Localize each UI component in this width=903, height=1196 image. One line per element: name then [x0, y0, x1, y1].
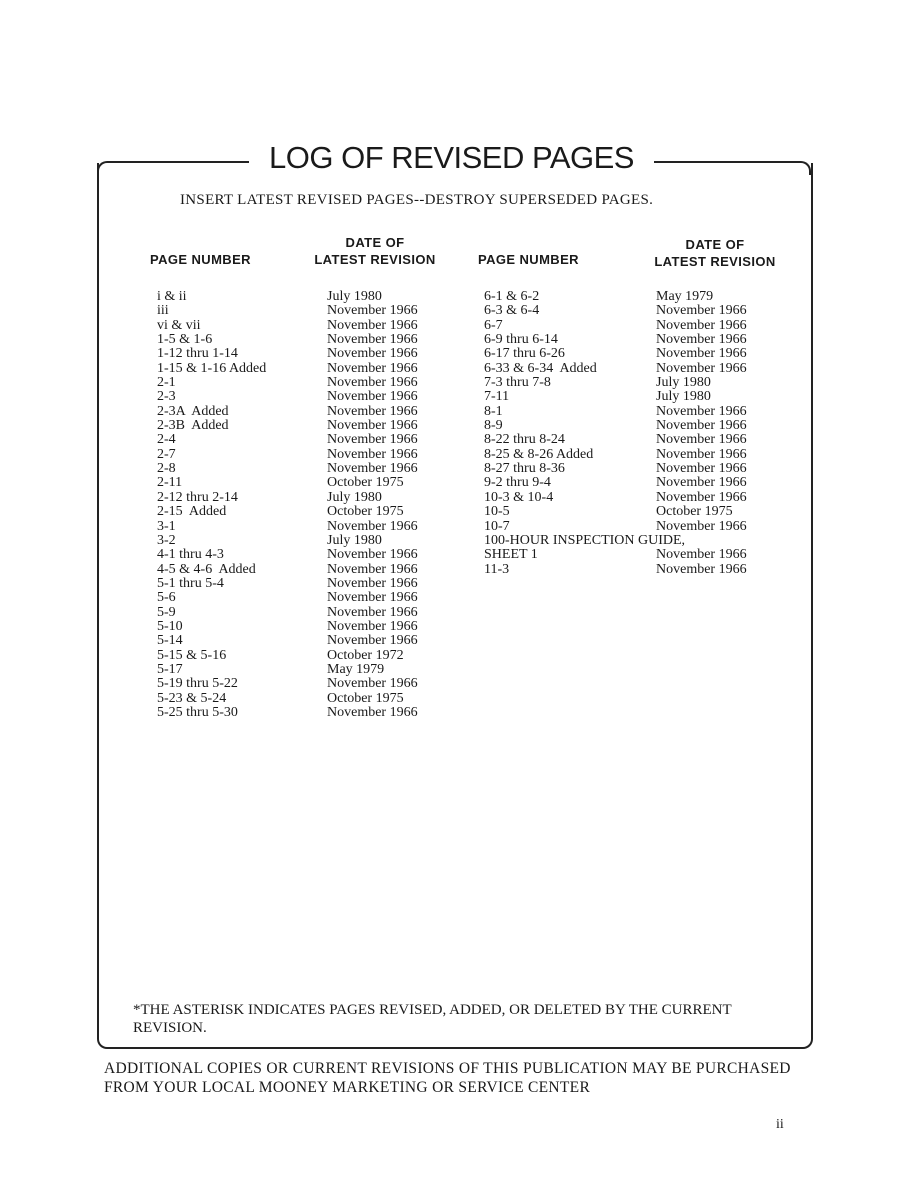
revision-date-cell: November 1966 — [327, 389, 418, 405]
page-number-cell: 5-14 — [157, 633, 183, 649]
page-number-cell: 5-19 thru 5-22 — [157, 676, 238, 692]
page-number-cell: 8-9 — [484, 418, 503, 434]
page-number: ii — [776, 1117, 784, 1132]
page-number-cell: SHEET 1 — [484, 547, 538, 563]
page-number-cell: 7-11 — [484, 389, 510, 405]
header-date-of: DATE OF — [685, 237, 745, 252]
page-number-cell: 100-HOUR INSPECTION GUIDE, — [484, 532, 686, 548]
page-number-cell: 5-17 — [157, 661, 183, 677]
revision-date-cell: November 1966 — [327, 618, 418, 634]
page-number-cell: 5-9 — [157, 604, 176, 620]
revision-date-cell: July 1980 — [656, 389, 711, 405]
page-number-cell: 2-1 — [157, 375, 176, 391]
page-number-cell: 2-8 — [157, 461, 176, 477]
revision-date-cell: November 1966 — [656, 317, 747, 333]
page-number-cell: 2-3A Added — [157, 403, 229, 419]
revision-date-cell: November 1966 — [327, 375, 418, 391]
revision-date-cell: November 1966 — [327, 590, 418, 606]
page-number-cell: 6-9 thru 6-14 — [484, 332, 558, 348]
page-number-cell: 3-1 — [157, 518, 176, 534]
revision-date-cell: July 1980 — [656, 375, 711, 391]
page-number-cell: 5-15 & 5-16 — [157, 647, 227, 663]
page-number-cell: 5-23 & 5-24 — [157, 690, 227, 706]
page-number-cell: 2-12 thru 2-14 — [157, 489, 238, 505]
left-date-column — [327, 290, 418, 720]
revision-date-cell: October 1972 — [327, 647, 404, 663]
right-date-column — [656, 290, 747, 577]
revision-date-cell: November 1966 — [327, 360, 418, 376]
revision-date-cell: November 1966 — [656, 403, 747, 419]
revision-date-cell: November 1966 — [656, 360, 747, 376]
revision-date-cell: July 1980 — [327, 532, 382, 548]
page-number-cell: 1-15 & 1-16 Added — [157, 360, 267, 376]
revision-date-cell: November 1966 — [327, 446, 418, 462]
page-number-cell: 5-25 thru 5-30 — [157, 704, 238, 720]
header-date-of: DATE OF — [345, 235, 405, 250]
revision-date-cell: October 1975 — [327, 690, 404, 706]
revision-date-cell: November 1966 — [656, 332, 747, 348]
revision-date-cell: November 1966 — [327, 518, 418, 534]
page-number-cell: 5-1 thru 5-4 — [157, 575, 224, 591]
revision-date-cell: October 1975 — [327, 504, 404, 520]
page-title-text: LOG OF REVISED PAGES — [249, 140, 654, 175]
page-number-cell: 2-11 — [157, 475, 183, 491]
header-latest-revision: LATEST REVISION — [314, 252, 436, 267]
right-page-column — [484, 290, 685, 577]
revision-date-cell: November 1966 — [327, 461, 418, 477]
revision-date-cell: November 1966 — [327, 633, 418, 649]
revision-date-cell: November 1966 — [327, 418, 418, 434]
page-number-cell: 2-3 — [157, 389, 176, 405]
page-number-cell: vi & vii — [157, 317, 201, 333]
revision-date-cell: November 1966 — [656, 432, 747, 448]
revision-date-cell: October 1975 — [327, 475, 404, 491]
revision-date-cell: November 1966 — [327, 403, 418, 419]
page-number-cell: 5-6 — [157, 590, 176, 606]
revision-date-cell: November 1966 — [327, 317, 418, 333]
revision-date-cell: November 1966 — [327, 346, 418, 362]
page-number-cell: i & ii — [157, 289, 187, 304]
page-number-cell: 11-3 — [484, 561, 510, 577]
page-number-cell: 7-3 thru 7-8 — [484, 375, 551, 391]
page-number-cell: 10-5 — [484, 504, 510, 520]
header-page-number-right: PAGE NUMBER — [478, 252, 579, 267]
left-page-column — [157, 290, 266, 720]
asterisk-footnote: *THE ASTERISK INDICATES PAGES REVISED, ADDED, OR DELETED BY THE CURRENT REVISION. — [133, 1002, 732, 1036]
revision-date-cell: November 1966 — [327, 604, 418, 620]
header-date-right — [640, 236, 790, 270]
revision-date-cell: November 1966 — [327, 676, 418, 692]
revision-date-cell: November 1966 — [656, 518, 747, 534]
header-date-left — [300, 234, 450, 268]
revision-date-cell: November 1966 — [656, 418, 747, 434]
revision-date-cell: May 1979 — [327, 661, 385, 677]
page-number-cell: 8-27 thru 8-36 — [484, 461, 565, 477]
page-number-cell: 2-4 — [157, 432, 176, 448]
page-number-cell: 8-22 thru 8-24 — [484, 432, 565, 448]
revision-date-cell: November 1966 — [327, 561, 418, 577]
page-number-cell: 3-2 — [157, 532, 176, 548]
revision-date-cell: November 1966 — [327, 332, 418, 348]
revision-date-cell: November 1966 — [656, 489, 747, 505]
page-number-cell: iii — [157, 303, 169, 319]
page-number-cell: 8-25 & 8-26 Added — [484, 446, 594, 462]
revision-date-cell: November 1966 — [327, 704, 418, 720]
revision-date-cell: November 1966 — [327, 547, 418, 563]
revision-date-cell: November 1966 — [656, 346, 747, 362]
page-number-cell: 2-7 — [157, 446, 176, 462]
revision-date-cell: November 1966 — [656, 475, 747, 491]
instruction: INSERT LATEST REVISED PAGES--DESTROY SUPERSEDED PAGES. — [180, 192, 654, 208]
page-number-cell: 4-1 thru 4-3 — [157, 547, 224, 563]
revision-date-cell: November 1966 — [656, 547, 747, 563]
page-number-cell: 6-3 & 6-4 — [484, 303, 540, 319]
page-number-cell: 2-15 Added — [157, 504, 227, 520]
page-number-cell: 1-12 thru 1-14 — [157, 346, 238, 362]
page-number-cell: 8-1 — [484, 403, 503, 419]
revision-date-cell: November 1966 — [656, 561, 747, 577]
revision-date-cell: May 1979 — [656, 289, 714, 304]
page-number-cell: 10-7 — [484, 518, 510, 534]
revision-date-cell — [656, 534, 747, 548]
revision-date-cell: November 1966 — [327, 432, 418, 448]
page-number-cell: 6-33 & 6-34 Added — [484, 360, 597, 376]
revision-date-cell: November 1966 — [656, 446, 747, 462]
additional-copies-note: ADDITIONAL COPIES OR CURRENT REVISIONS OF THIS PUBLICATION MAY BE PURCHASED FROM YOUR LOCAL MOONEY MARKETING OR SERVICE CENTER — [104, 1060, 791, 1096]
revision-date-cell: November 1966 — [327, 303, 418, 319]
revision-date-cell: November 1966 — [656, 303, 747, 319]
page-title — [0, 140, 903, 176]
page-number-cell: 2-3B Added — [157, 418, 229, 434]
page-number-cell: 4-5 & 4-6 Added — [157, 561, 256, 577]
page-number-cell: 9-2 thru 9-4 — [484, 475, 551, 491]
page-number-cell: 1-5 & 1-6 — [157, 332, 213, 348]
revision-date-cell: July 1980 — [327, 489, 382, 505]
revision-date-cell: November 1966 — [327, 575, 418, 591]
page-number-cell: 6-17 thru 6-26 — [484, 346, 565, 362]
page-number-cell: 6-1 & 6-2 — [484, 289, 540, 304]
revision-date-cell: October 1975 — [656, 504, 733, 520]
revision-date-cell: November 1966 — [656, 461, 747, 477]
revision-date-cell: July 1980 — [327, 289, 382, 304]
header-page-number-left: PAGE NUMBER — [150, 252, 251, 267]
header-latest-revision: LATEST REVISION — [654, 254, 776, 269]
page-number-cell: 5-10 — [157, 618, 183, 634]
page-number-cell: 6-7 — [484, 317, 503, 333]
page-number-cell: 10-3 & 10-4 — [484, 489, 554, 505]
